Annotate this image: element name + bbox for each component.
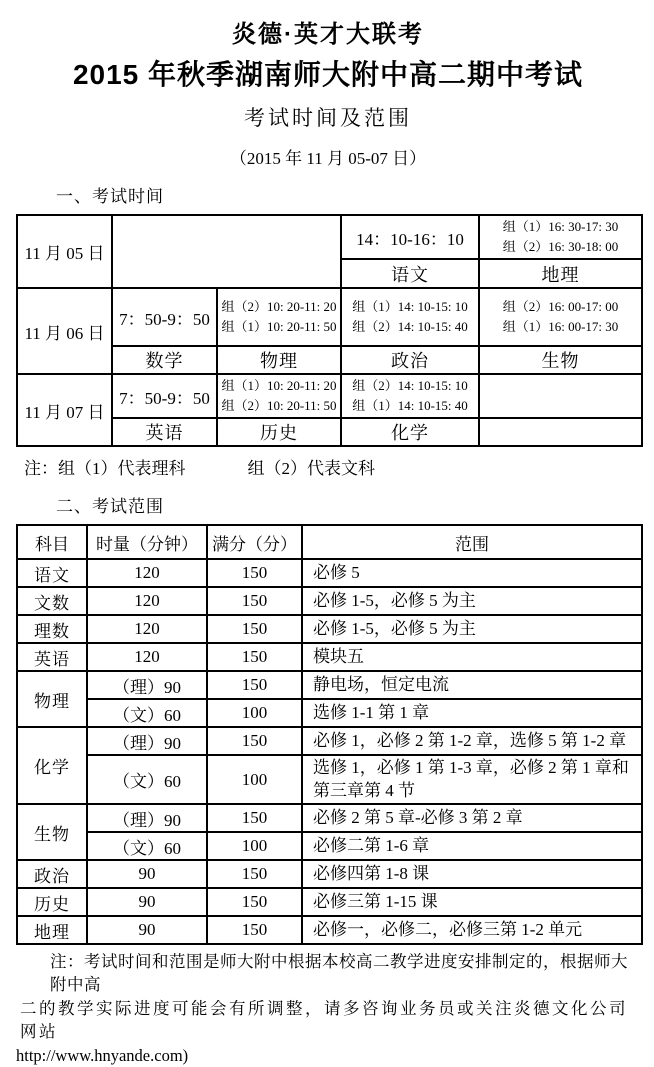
subject-cell: 地理 bbox=[17, 916, 87, 944]
time-cell-politics bbox=[341, 288, 479, 346]
range-cell: 必修 1，必修 2 第 1-2 章，选修 5 第 1-2 章 bbox=[302, 727, 642, 755]
subject-cell-english: 英语 bbox=[112, 418, 217, 446]
subject-cell-chemistry: 化学 bbox=[341, 418, 479, 446]
score-cell: 150 bbox=[207, 888, 302, 916]
score-cell: 150 bbox=[207, 615, 302, 643]
duration-cell: （文）60 bbox=[87, 755, 207, 804]
time-cell-physics bbox=[217, 288, 341, 346]
subject-cell-chinese: 语文 bbox=[341, 259, 479, 288]
subject-cell-math: 数学 bbox=[112, 346, 217, 374]
range-cell: 必修 2 第 5 章-必修 3 第 2 章 bbox=[302, 804, 642, 832]
empty-slot-cell bbox=[479, 374, 642, 418]
section-heading-exam-scope: 二、考试范围 bbox=[56, 497, 164, 516]
date-cell-nov06: 11 月 06 日 bbox=[17, 288, 112, 374]
range-cell: 必修一，必修二，必修三第 1-2 单元 bbox=[302, 916, 642, 944]
scope-row-geography bbox=[17, 916, 642, 944]
score-cell: 150 bbox=[207, 587, 302, 615]
time-cell-english: 7：50-9：50 bbox=[112, 374, 217, 418]
duration-cell: （文）60 bbox=[87, 699, 207, 727]
subject-cell: 理数 bbox=[17, 615, 87, 643]
footer-url: http://www.hnyande.com) bbox=[16, 1045, 189, 1065]
range-cell: 必修二第 1-6 章 bbox=[302, 832, 642, 860]
score-cell: 150 bbox=[207, 671, 302, 699]
score-cell: 100 bbox=[207, 832, 302, 860]
group1-time: 组（1）16: 30-17: 30 bbox=[502, 218, 619, 234]
scope-row-biology-sci bbox=[17, 804, 642, 832]
footer-note-line2: 二的教学实际进度可能会有所调整，请多咨询业务员或关注炎德文化公司网站 bbox=[20, 998, 628, 1042]
subject-cell-history: 历史 bbox=[217, 418, 341, 446]
time-cell-geography bbox=[479, 215, 642, 259]
subject-cell: 生物 bbox=[17, 804, 87, 860]
subject-cell: 历史 bbox=[17, 888, 87, 916]
scope-row-politics bbox=[17, 860, 642, 888]
col-header-range: 范围 bbox=[302, 525, 642, 559]
date-cell-nov05: 11 月 05 日 bbox=[17, 215, 112, 288]
col-header-score: 满分（分） bbox=[207, 525, 302, 559]
range-cell: 静电场，恒定电流 bbox=[302, 671, 642, 699]
date-cell-nov07: 11 月 07 日 bbox=[17, 374, 112, 446]
duration-cell: （文）60 bbox=[87, 832, 207, 860]
time-cell-chemistry bbox=[341, 374, 479, 418]
group2-time: 组（1）16: 00-17: 30 bbox=[502, 319, 619, 334]
col-header-duration: 时量（分钟） bbox=[87, 525, 207, 559]
score-cell: 100 bbox=[207, 699, 302, 727]
schedule-row-nov07-times bbox=[17, 374, 642, 418]
duration-cell: 90 bbox=[87, 860, 207, 888]
subject-cell-physics: 物理 bbox=[217, 346, 341, 374]
time-cell-math: 7：50-9：50 bbox=[112, 288, 217, 346]
time-cell-chinese: 14：10-16：10 bbox=[341, 215, 479, 259]
subject-cell: 文数 bbox=[17, 587, 87, 615]
range-cell: 选修 1，必修 1 第 1-3 章，必修 2 第 1 章和第三章第 4 节 bbox=[302, 755, 642, 804]
score-cell: 150 bbox=[207, 916, 302, 944]
duration-cell: 120 bbox=[87, 615, 207, 643]
scope-row-chemistry-sci bbox=[17, 727, 642, 755]
empty-slot-cell bbox=[112, 215, 341, 288]
footer-note bbox=[16, 950, 640, 1067]
scope-row-chemistry-lib bbox=[17, 755, 642, 804]
exam-schedule-table bbox=[16, 214, 643, 447]
exam-date-range: （2015 年 11 月 05-07 日） bbox=[229, 149, 427, 168]
legend-group1: 注：组（1）代表理科 bbox=[24, 459, 186, 478]
exam-scope-table bbox=[16, 524, 643, 945]
exam-title: 2015 年秋季湖南师大附中高二期中考试 bbox=[72, 59, 584, 90]
scope-row-biology-lib bbox=[17, 832, 642, 860]
duration-cell: 120 bbox=[87, 643, 207, 671]
schedule-row-nov05-times bbox=[17, 215, 642, 259]
group-legend-note bbox=[16, 454, 640, 479]
duration-cell: （理）90 bbox=[87, 671, 207, 699]
time-cell-history bbox=[217, 374, 341, 418]
scope-row-liberal-math bbox=[17, 587, 642, 615]
duration-cell: 90 bbox=[87, 916, 207, 944]
group2-time: 组（1）14: 10-15: 40 bbox=[352, 398, 468, 413]
legend-group2: 组（2）代表文科 bbox=[247, 459, 375, 478]
score-cell: 150 bbox=[207, 804, 302, 832]
document-subtitle: 考试时间及范围 bbox=[244, 107, 412, 130]
group1-time: 组（2）10: 20-11: 20 bbox=[221, 298, 337, 314]
group1-time: 组（2）16: 00-17: 00 bbox=[502, 298, 619, 314]
brand-title: 炎德·英才大联考 bbox=[232, 21, 424, 48]
scope-row-physics-lib bbox=[17, 699, 642, 727]
subject-cell-biology: 生物 bbox=[479, 346, 642, 374]
group2-time: 组（2）16: 30-18: 00 bbox=[502, 239, 619, 254]
range-cell: 必修四第 1-8 课 bbox=[302, 860, 642, 888]
range-cell: 必修 5 bbox=[302, 559, 642, 587]
duration-cell: 90 bbox=[87, 888, 207, 916]
scope-row-history bbox=[17, 888, 642, 916]
score-cell: 150 bbox=[207, 559, 302, 587]
range-cell: 必修 1-5，必修 5 为主 bbox=[302, 587, 642, 615]
subject-cell: 语文 bbox=[17, 559, 87, 587]
score-cell: 150 bbox=[207, 643, 302, 671]
score-cell: 150 bbox=[207, 727, 302, 755]
range-cell: 模块五 bbox=[302, 643, 642, 671]
group2-time: 组（2）14: 10-15: 40 bbox=[352, 319, 468, 334]
duration-cell: （理）90 bbox=[87, 804, 207, 832]
subject-cell: 政治 bbox=[17, 860, 87, 888]
scope-row-science-math bbox=[17, 615, 642, 643]
group1-time: 组（1）10: 20-11: 20 bbox=[221, 377, 337, 393]
group1-time: 组（1）14: 10-15: 10 bbox=[352, 298, 468, 314]
range-cell: 必修 1-5，必修 5 为主 bbox=[302, 615, 642, 643]
duration-cell: （理）90 bbox=[87, 727, 207, 755]
duration-cell: 120 bbox=[87, 559, 207, 587]
scope-row-english bbox=[17, 643, 642, 671]
subject-cell: 物理 bbox=[17, 671, 87, 727]
score-cell: 150 bbox=[207, 860, 302, 888]
group1-time: 组（2）14: 10-15: 10 bbox=[352, 377, 468, 393]
empty-slot-cell bbox=[479, 418, 642, 446]
schedule-row-nov06-times bbox=[17, 288, 642, 346]
group2-time: 组（2）10: 20-11: 50 bbox=[221, 398, 337, 413]
subject-cell: 英语 bbox=[17, 643, 87, 671]
range-cell: 必修三第 1-15 课 bbox=[302, 888, 642, 916]
range-cell: 选修 1-1 第 1 章 bbox=[302, 699, 642, 727]
scope-row-chinese bbox=[17, 559, 642, 587]
subject-cell-geography: 地理 bbox=[479, 259, 642, 288]
subject-cell: 化学 bbox=[17, 727, 87, 804]
scope-header-row bbox=[17, 525, 642, 559]
section-heading-exam-time: 一、考试时间 bbox=[56, 187, 164, 206]
duration-cell: 120 bbox=[87, 587, 207, 615]
col-header-subject: 科目 bbox=[17, 525, 87, 559]
time-cell-biology bbox=[479, 288, 642, 346]
subject-cell-politics: 政治 bbox=[341, 346, 479, 374]
score-cell: 100 bbox=[207, 755, 302, 804]
footer-note-line1: 注：考试时间和范围是师大附中根据本校高二教学进度安排制定的，根据师大附中高 bbox=[50, 952, 628, 995]
scope-row-physics-sci bbox=[17, 671, 642, 699]
group2-time: 组（1）10: 20-11: 50 bbox=[221, 319, 337, 334]
